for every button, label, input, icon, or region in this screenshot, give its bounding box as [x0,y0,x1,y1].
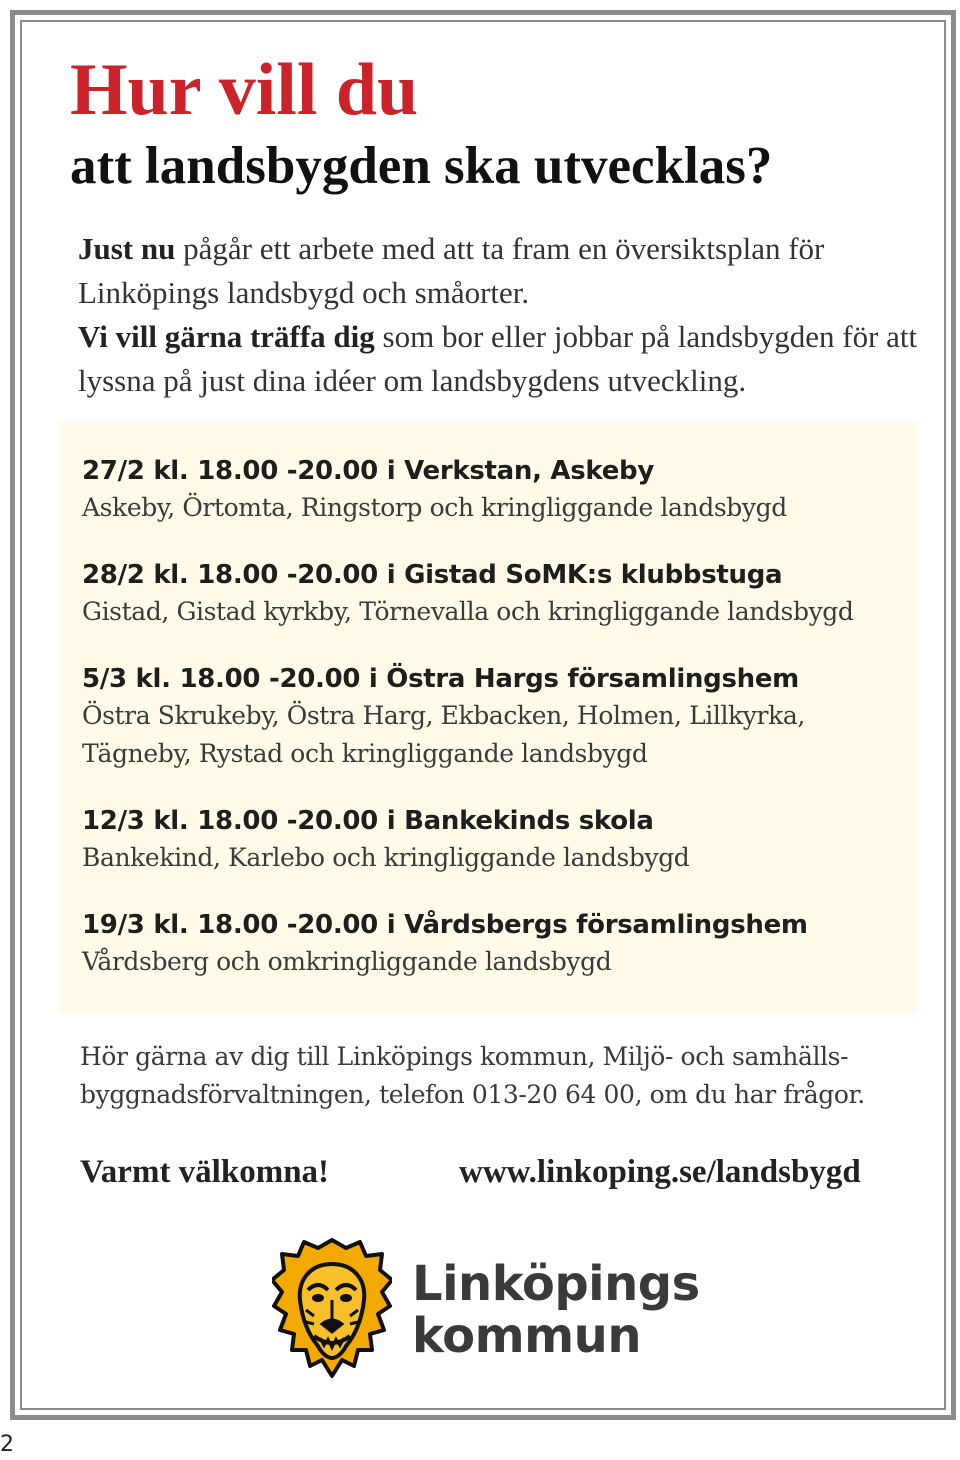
intro-paragraph-1 [78,227,938,315]
welcome-text: Varmt välkomna! [80,1154,330,1190]
website-link[interactable]: www.linkoping.se/landsbygd [459,1154,861,1190]
logo-line-2: kommun [412,1308,641,1364]
event-item [82,803,916,877]
intro-text-1: pågår ett arbete med att ta fram en översiktsplan för Linköpings landsbygd och småorter. [78,231,825,310]
subheadline: att landsbygden ska utvecklas? [70,137,773,195]
event-item [82,907,916,981]
intro-text [78,227,938,403]
intro-paragraph-2 [78,315,938,403]
events-panel [58,421,916,1013]
intro-lead-1: Just nu [78,231,176,266]
event-places: Tägneby, Rystad och kringliggande landsbygd [82,739,648,768]
linkoping-kommun-logo [272,1238,722,1390]
event-places: Bankekind, Karlebo och kringliggande landsbygd [82,843,690,872]
contact-line: byggnadsförvaltningen, telefon 013-20 64 00, om du har frågor. [80,1080,865,1109]
event-title: 12/3 kl. 18.00 -20.00 i Bankekinds skola [82,806,654,836]
event-title: 28/2 kl. 18.00 -20.00 i Gistad SoMK:s klubbstuga [82,560,783,590]
event-title: 5/3 kl. 18.00 -20.00 i Östra Hargs församlingshem [82,664,799,694]
event-item [82,661,916,773]
event-title: 27/2 kl. 18.00 -20.00 i Verkstan, Askeby [82,456,655,486]
event-places: Östra Skrukeby, Östra Harg, Ekbacken, Holmen, Lillkyrka, [82,701,805,730]
intro-lead-2: Vi vill gärna träffa dig [78,319,375,354]
contact-line: Hör gärna av dig till Linköpings kommun, Miljö- och samhälls- [80,1042,849,1071]
event-item [82,557,916,631]
headline: Hur vill du [70,49,419,131]
event-places: Askeby, Örtomta, Ringstorp och kringliggande landsbygd [82,493,787,522]
page-number: 2 [0,1432,14,1457]
event-title: 19/3 kl. 18.00 -20.00 i Vårdsbergs församlingshem [82,910,808,940]
event-places: Vårdsberg och omkringliggande landsbygd [82,947,612,976]
logo-wordmark [412,1258,700,1362]
event-item [82,453,916,527]
logo-line-1: Linköpings [412,1256,700,1312]
contact-info [80,1038,920,1114]
lion-head-icon [272,1238,392,1390]
event-places: Gistad, Gistad kyrkby, Törnevalla och kringliggande landsbygd [82,597,854,626]
intro-text-2: som bor eller jobbar på landsbygden för att lyssna på just dina idéer om landsbygdens utveckling. [78,319,918,398]
